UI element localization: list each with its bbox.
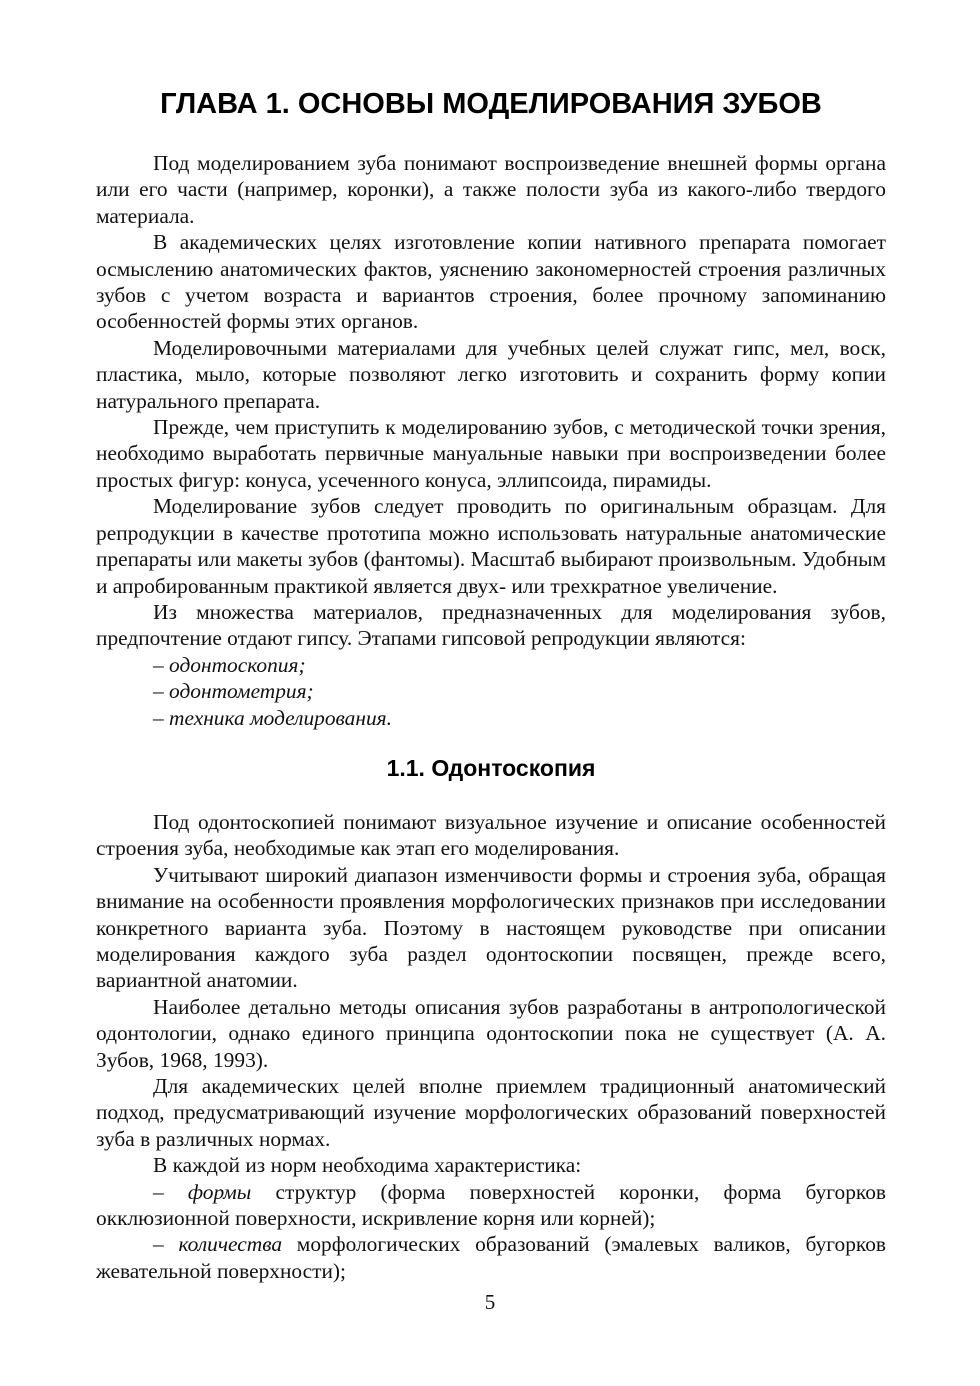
section-paragraph-4: Для академических целей вполне приемлем традиционный анатомический подход, предусматривающий изучение морфологических образований поверхностей зуба в различных нормах. <box>96 1074 886 1151</box>
intro-paragraph-6: Из множества материалов, предназначенных для моделирования зубов, предпочтение отдают гипсу. Этапами гипсовой репродукции являются: <box>96 599 886 651</box>
characteristic-item-quantity <box>96 1231 886 1284</box>
characteristic-dash: – <box>153 1232 179 1257</box>
section-title: 1.1. Одонтоскопия <box>386 754 596 781</box>
characteristic-dash: – <box>153 1179 188 1204</box>
section-paragraph-5: В каждой из норм необходима характеристика: <box>153 1153 582 1178</box>
section-paragraph-1: Под одонтоскопией понимают визуальное изучение и описание особенностей строения зуба, необходимые как этап его моделирования. <box>96 809 886 861</box>
intro-paragraph-2: В академических целях изготовление копии нативного препарата помогает осмыслению анатомических фактов, уяснению закономерностей строения различных зубов с учетом возраста и вариантов строения, более прочному запоминанию особенностей формы этих органов. <box>96 230 886 334</box>
stage-item-modeling-technique: – техника моделирования. <box>153 705 392 730</box>
characteristic-text: структур (форма поверхностей коронки, форма бугорков окклюзионной поверхности, искривление корня или корней); <box>96 1179 887 1231</box>
characteristic-term: формы <box>187 1179 252 1204</box>
intro-paragraph-4: Прежде, чем приступить к моделированию зубов, с методической точки зрения, необходимо выработать первичные мануальные навыки при воспроизведении более простых фигур: конуса, усеченного конуса, эллипсоида, пирамиды. <box>96 415 886 492</box>
stage-item-odontoscopy: – одонтоскопия; <box>153 652 306 677</box>
characteristic-text: морфологических образований (эмалевых валиков, бугорков жевательной поверхности); <box>96 1232 886 1283</box>
intro-paragraph-3: Моделировочными материалами для учебных целей служат гипс, мел, воск, пластика, мыло, которые позволяют легко изготовить и сохранить форму копии натурального препарата. <box>96 335 886 413</box>
stage-item-odontometry: – одонтометрия; <box>153 679 314 704</box>
page-number: 5 <box>484 1290 496 1314</box>
section-paragraph-2: Учитывают широкий диапазон изменчивости формы и строения зуба, обращая внимание на особенности проявления морфологических признаков при исследовании конкретного варианта зуба. Поэтому в настоящем руководстве при описании моделирования каждого зуба раздел одонтоскопии посвящен, прежде всего, вариантной анатомии. <box>96 862 886 993</box>
chapter-title: ГЛАВА 1. ОСНОВЫ МОДЕЛИРОВАНИЯ ЗУБОВ <box>160 88 822 120</box>
intro-paragraph-5: Моделирование зубов следует проводить по оригинальным образцам. Для репродукции в качестве прототипа можно использовать натуральные анатомические препараты или макеты зубов (фантомы). Масштаб выбирают произвольным. Удобным и апробированным практикой является двух- или трехкратное увеличение. <box>96 494 886 598</box>
intro-paragraph-1: Под моделированием зуба понимают воспроизведение внешней формы органа или его части (например, коронки), а также полости зуба из какого-либо твердого материала. <box>96 151 886 228</box>
page-content <box>96 86 886 1284</box>
characteristic-item-form <box>96 1179 886 1232</box>
section-paragraph-3: Наиболее детально методы описания зубов разработаны в антропологической одонтологии, однако единого принципа одонтоскопии пока не существует (А. А. Зубов, 1968, 1993). <box>96 994 886 1072</box>
characteristic-term: количества <box>178 1232 283 1257</box>
